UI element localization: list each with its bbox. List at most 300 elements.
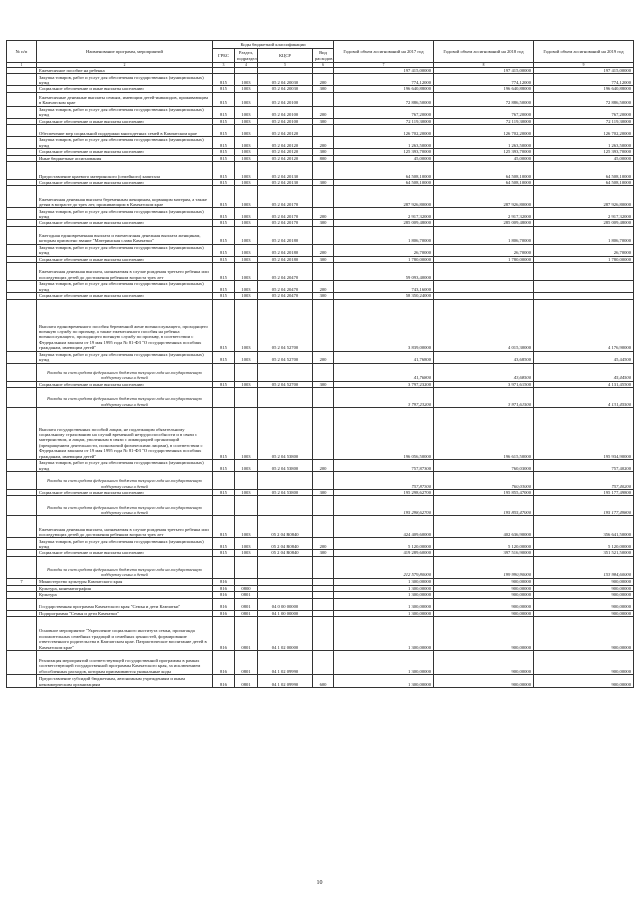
row-value-2017: 1 300,00000 bbox=[334, 578, 434, 585]
row-name: Социальное обеспечение и иные выплаты населению bbox=[37, 256, 213, 262]
row-vr: 200 bbox=[313, 460, 334, 472]
row-grbs: 815 bbox=[213, 516, 235, 538]
row-name: Социальное обеспечение и иные выплаты населению bbox=[37, 180, 213, 186]
row-name: Закупка товаров, работ и услуг для обеспечения государственных (муниципальных) нужд bbox=[37, 281, 213, 293]
row-razdel: 1003 bbox=[235, 125, 258, 137]
row-name: Закупка товаров, работ и услуг для обеспечения государственных (муниципальных) нужд bbox=[37, 460, 213, 472]
row-grbs bbox=[213, 388, 235, 408]
row-grbs bbox=[213, 363, 235, 381]
row-value-2018: 900,00000 bbox=[434, 617, 534, 651]
row-vr: 300 bbox=[313, 149, 334, 155]
row-value-2018: 397 516,90000 bbox=[434, 550, 534, 556]
table-row bbox=[7, 363, 634, 381]
index-cell: 6 bbox=[313, 63, 334, 68]
row-value-2017: 72 119,30000 bbox=[334, 118, 434, 124]
row-name: Закупка товаров, работ и услуг для обеспечения государственных (муниципальных) нужд bbox=[37, 74, 213, 86]
row-vr bbox=[313, 162, 334, 180]
row-value-2019: 45,00000 bbox=[534, 155, 634, 161]
row-value-2017: 72 886,50000 bbox=[334, 92, 434, 106]
row-value-2017: 26,70000 bbox=[334, 244, 434, 256]
row-value-2017: 1 300,00000 bbox=[334, 592, 434, 598]
row-grbs: 815 bbox=[213, 226, 235, 244]
row-vr bbox=[313, 263, 334, 281]
row-value-2018: 64 508,10000 bbox=[434, 162, 534, 180]
row-value-2018: 26,70000 bbox=[434, 244, 534, 256]
row-name: Социальное обеспечение и иные выплаты населению bbox=[37, 550, 213, 556]
row-value-2017: 59 093,40000 bbox=[334, 263, 434, 281]
row-kcsr: 05 2 04 20170 bbox=[258, 220, 313, 226]
index-cell: 4 bbox=[235, 63, 258, 68]
table-row bbox=[7, 538, 634, 550]
row-kcsr: 05 2 04 20470 bbox=[258, 281, 313, 293]
row-name: Ежемесячная денежная выплата, назначаемая в случае рождения третьего ребенка или последующих детей до достижения ребенком возраста трех лет bbox=[37, 516, 213, 538]
row-value-2017: 287 926,80000 bbox=[334, 186, 434, 208]
row-vr bbox=[313, 226, 334, 244]
row-vr: 200 bbox=[313, 74, 334, 86]
header-num: № п/п bbox=[7, 41, 37, 63]
row-name: Социальное обеспечение и иные выплаты населению bbox=[37, 293, 213, 299]
row-value-2018: 402 636,90000 bbox=[434, 516, 534, 538]
row-grbs: 815 bbox=[213, 118, 235, 124]
row-razdel: 0801 bbox=[235, 610, 258, 616]
row-value-2017: 767,20000 bbox=[334, 106, 434, 118]
row-razdel: 1003 bbox=[235, 244, 258, 256]
row-name: Ежемесячная денежная выплата, назначаемая в случае рождения третьего ребенка или последующих детей до достижения ребенком возраста трех лет bbox=[37, 263, 213, 281]
row-grbs: 815 bbox=[213, 281, 235, 293]
row-vr bbox=[313, 578, 334, 585]
row-value-2019: 45,44500 bbox=[534, 351, 634, 363]
row-value-2019 bbox=[534, 263, 634, 281]
row-grbs: 815 bbox=[213, 149, 235, 155]
row-razdel: 1003 bbox=[235, 263, 258, 281]
row-value-2017: 1 300,00000 bbox=[334, 585, 434, 591]
row-kcsr: 05 2 04 20120 bbox=[258, 149, 313, 155]
row-kcsr: 05 2 04 53800 bbox=[258, 408, 313, 460]
row-grbs bbox=[213, 496, 235, 516]
row-value-2019: 4 176,90000 bbox=[534, 299, 634, 351]
row-value-2017: 41,76800 bbox=[334, 351, 434, 363]
row-kcsr: 05 2 04 20180 bbox=[258, 226, 313, 244]
row-value-2019: 196 640,88000 bbox=[534, 86, 634, 92]
row-value-2017: 1 300,00000 bbox=[334, 617, 434, 651]
row-value-2017: 3 797,23200 bbox=[334, 381, 434, 387]
row-vr: 800 bbox=[313, 155, 334, 161]
row-vr bbox=[313, 186, 334, 208]
table-header bbox=[7, 41, 634, 68]
row-number bbox=[7, 226, 37, 244]
row-value-2018: 1 263,50000 bbox=[434, 137, 534, 149]
row-kcsr: 05 2 04 20100 bbox=[258, 106, 313, 118]
row-razdel: 1003 bbox=[235, 220, 258, 226]
row-kcsr: 05 2 04 20030 bbox=[258, 86, 313, 92]
row-value-2017: 1 300,00000 bbox=[334, 651, 434, 675]
row-value-2018: 196 640,88000 bbox=[434, 86, 534, 92]
row-kcsr: 05 2 04 20030 bbox=[258, 74, 313, 86]
table-row bbox=[7, 125, 634, 137]
row-kcsr: 04 0 00 00000 bbox=[258, 598, 313, 610]
row-value-2018: 900,00000 bbox=[434, 610, 534, 616]
row-grbs: 815 bbox=[213, 220, 235, 226]
row-vr: 200 bbox=[313, 106, 334, 118]
row-name: Подпрограмма "Семья и дети Камчатки" bbox=[37, 610, 213, 616]
row-vr: 600 bbox=[313, 675, 334, 688]
row-kcsr: 04 1 00 00000 bbox=[258, 610, 313, 616]
row-value-2019: 1 780,00000 bbox=[534, 256, 634, 262]
row-number bbox=[7, 92, 37, 106]
table-row bbox=[7, 281, 634, 293]
row-value-2018: 126 702,20000 bbox=[434, 125, 534, 137]
row-value-2018 bbox=[434, 281, 534, 293]
row-value-2019: 900,00000 bbox=[534, 578, 634, 585]
row-value-2018: 900,00000 bbox=[434, 592, 534, 598]
row-value-2018: 195 855,47000 bbox=[434, 496, 534, 516]
row-razdel: 1003 bbox=[235, 74, 258, 86]
row-razdel: 0801 bbox=[235, 675, 258, 688]
table-row bbox=[7, 186, 634, 208]
row-value-2017: 64 508,10000 bbox=[334, 162, 434, 180]
row-value-2018: 900,00000 bbox=[434, 675, 534, 688]
row-value-2019: 900,00000 bbox=[534, 651, 634, 675]
row-razdel: 1003 bbox=[235, 149, 258, 155]
row-value-2019: 767,20000 bbox=[534, 106, 634, 118]
row-number bbox=[7, 556, 37, 578]
row-vr: 200 bbox=[313, 351, 334, 363]
row-value-2017: 1 300,00000 bbox=[334, 675, 434, 688]
row-value-2019: 1 263,50000 bbox=[534, 137, 634, 149]
row-value-2019: 72 886,50000 bbox=[534, 92, 634, 106]
row-value-2018: 72 119,30000 bbox=[434, 118, 534, 124]
row-grbs: 816 bbox=[213, 585, 235, 591]
row-razdel: 1003 bbox=[235, 186, 258, 208]
row-value-2019: 195 934,90000 bbox=[534, 408, 634, 460]
row-grbs: 815 bbox=[213, 538, 235, 550]
index-cell: 2 bbox=[37, 63, 213, 68]
row-grbs: 816 bbox=[213, 675, 235, 688]
row-value-2019: 356 641,50000 bbox=[534, 516, 634, 538]
row-kcsr: 05 2 04 R0840 bbox=[258, 538, 313, 550]
row-number bbox=[7, 74, 37, 86]
row-number bbox=[7, 472, 37, 490]
row-value-2018: 195 855,47000 bbox=[434, 490, 534, 496]
row-value-2019 bbox=[534, 281, 634, 293]
row-number: 7 bbox=[7, 578, 37, 585]
row-razdel: 1003 bbox=[235, 180, 258, 186]
row-value-2018: 2 917,32000 bbox=[434, 208, 534, 220]
row-grbs: 815 bbox=[213, 263, 235, 281]
row-grbs: 815 bbox=[213, 299, 235, 351]
row-kcsr bbox=[258, 556, 313, 578]
row-grbs: 815 bbox=[213, 490, 235, 496]
row-value-2018: 285 009,48000 bbox=[434, 220, 534, 226]
row-razdel: 1003 bbox=[235, 256, 258, 262]
row-vr bbox=[313, 408, 334, 460]
header-2017: Годовой объем ассигнований на 2017 год bbox=[334, 41, 434, 63]
row-razdel: 1003 bbox=[235, 381, 258, 387]
row-value-2017: 743,16000 bbox=[334, 281, 434, 293]
table-row bbox=[7, 208, 634, 220]
row-kcsr: 05 2 04 R0840 bbox=[258, 516, 313, 538]
row-name: Расходы за счет средств федерального бюджета текущего года на государственную поддержку семьи и детей bbox=[37, 496, 213, 516]
row-number bbox=[7, 125, 37, 137]
row-razdel: 0801 bbox=[235, 598, 258, 610]
row-name: Закупка товаров, работ и услуг для обеспечения государственных (муниципальных) нужд bbox=[37, 351, 213, 363]
index-cell: 8 bbox=[434, 63, 534, 68]
row-grbs: 816 bbox=[213, 617, 235, 651]
row-number bbox=[7, 675, 37, 688]
row-value-2017: 757,87300 bbox=[334, 460, 434, 472]
table-row bbox=[7, 675, 634, 688]
row-value-2017: 197 415,00000 bbox=[334, 68, 434, 74]
row-grbs: 816 bbox=[213, 610, 235, 616]
row-grbs: 816 bbox=[213, 651, 235, 675]
index-cell: 1 bbox=[7, 63, 37, 68]
row-value-2017: 1 806,70000 bbox=[334, 226, 434, 244]
row-vr: 300 bbox=[313, 550, 334, 556]
row-value-2019: 5 120,00000 bbox=[534, 538, 634, 550]
row-value-2017: 5 120,00000 bbox=[334, 538, 434, 550]
row-value-2017: 774,12000 bbox=[334, 74, 434, 86]
row-razdel: 0801 bbox=[235, 592, 258, 598]
row-vr: 200 bbox=[313, 538, 334, 550]
row-grbs: 815 bbox=[213, 244, 235, 256]
row-value-2018: 125 393,70000 bbox=[434, 149, 534, 155]
row-kcsr bbox=[258, 472, 313, 490]
row-name: Реализация мероприятий соответствующей государственной программы в рамках соответствующей государственной программы Камчатского края, за исключением обособленных расходов, которым присваиваются уникальные коды bbox=[37, 651, 213, 675]
row-grbs bbox=[213, 472, 235, 490]
table-row bbox=[7, 92, 634, 106]
row-kcsr: 04 1 02 09990 bbox=[258, 651, 313, 675]
row-value-2019: 153 984,60000 bbox=[534, 556, 634, 578]
row-razdel: 1003 bbox=[235, 162, 258, 180]
table-row bbox=[7, 496, 634, 516]
row-vr bbox=[313, 125, 334, 137]
row-number bbox=[7, 106, 37, 118]
row-kcsr bbox=[258, 363, 313, 381]
row-kcsr: 05 2 04 20170 bbox=[258, 208, 313, 220]
row-razdel: 1003 bbox=[235, 137, 258, 149]
row-value-2017: 196 056,50000 bbox=[334, 408, 434, 460]
budget-table bbox=[6, 40, 634, 688]
row-value-2019: 900,00000 bbox=[534, 610, 634, 616]
row-value-2018: 197 415,00000 bbox=[434, 68, 534, 74]
row-value-2018: 43,68500 bbox=[434, 363, 534, 381]
header-name: Наименование программ, мероприятий bbox=[37, 41, 213, 63]
row-number bbox=[7, 351, 37, 363]
row-grbs: 815 bbox=[213, 550, 235, 556]
row-vr: 200 bbox=[313, 208, 334, 220]
row-value-2019: 757,40200 bbox=[534, 460, 634, 472]
row-value-2018: 900,00000 bbox=[434, 578, 534, 585]
row-value-2017: 285 009,48000 bbox=[334, 220, 434, 226]
row-vr: 300 bbox=[313, 118, 334, 124]
row-kcsr: 04 1 02 09990 bbox=[258, 675, 313, 688]
row-vr: 300 bbox=[313, 220, 334, 226]
row-value-2019: 287 926,80000 bbox=[534, 186, 634, 208]
row-razdel bbox=[235, 578, 258, 585]
row-grbs: 815 bbox=[213, 155, 235, 161]
row-value-2018: 4 015,30000 bbox=[434, 299, 534, 351]
row-value-2019: 45,44500 bbox=[534, 363, 634, 381]
row-value-2017: 195 298,62700 bbox=[334, 496, 434, 516]
row-value-2019: 64 508,10000 bbox=[534, 162, 634, 180]
row-number bbox=[7, 538, 37, 550]
row-grbs: 815 bbox=[213, 125, 235, 137]
row-value-2017: 45,00000 bbox=[334, 155, 434, 161]
row-value-2017: 1 300,00000 bbox=[334, 610, 434, 616]
row-value-2017: 1 300,00000 bbox=[334, 598, 434, 610]
row-razdel bbox=[235, 363, 258, 381]
header-2019: Годовой объем ассигнований на 2019 год bbox=[534, 41, 634, 63]
row-number bbox=[7, 516, 37, 538]
row-number bbox=[7, 460, 37, 472]
row-value-2019: 195 177,49800 bbox=[534, 496, 634, 516]
row-number bbox=[7, 617, 37, 651]
row-value-2019: 285 009,48000 bbox=[534, 220, 634, 226]
row-value-2017: 126 702,20000 bbox=[334, 125, 434, 137]
row-razdel: 1003 bbox=[235, 460, 258, 472]
table-row bbox=[7, 351, 634, 363]
header-codes: Коды бюджетной классификации bbox=[213, 41, 334, 49]
row-value-2018: 199 990,90000 bbox=[434, 556, 534, 578]
index-cell: 3 bbox=[213, 63, 235, 68]
table-row bbox=[7, 460, 634, 472]
row-vr: 300 bbox=[313, 381, 334, 387]
row-number bbox=[7, 388, 37, 408]
row-value-2018: 1 806,70000 bbox=[434, 226, 534, 244]
row-kcsr: 05 2 04 20470 bbox=[258, 293, 313, 299]
row-number bbox=[7, 162, 37, 180]
row-name: Закупка товаров, работ и услуг для обеспечения государственных (муниципальных) нужд bbox=[37, 244, 213, 256]
row-name: Расходы за счет средств федерального бюджета текущего года на государственную поддержку семьи и детей bbox=[37, 388, 213, 408]
row-kcsr: 05 2 04 20100 bbox=[258, 92, 313, 106]
row-value-2018 bbox=[434, 263, 534, 281]
row-kcsr: 05 2 04 53800 bbox=[258, 490, 313, 496]
row-value-2018: 196 615,50000 bbox=[434, 408, 534, 460]
row-vr bbox=[313, 598, 334, 610]
row-grbs: 815 bbox=[213, 180, 235, 186]
page-number: 10 bbox=[316, 880, 323, 886]
row-vr bbox=[313, 363, 334, 381]
row-value-2019: 72 119,30000 bbox=[534, 118, 634, 124]
row-value-2018: 5 120,00000 bbox=[434, 538, 534, 550]
row-razdel: 1003 bbox=[235, 281, 258, 293]
row-name: Основное мероприятие "Укрепление социального института семьи, пропаганда положительных семейных традиций и семейных ценностей, формирование ответственного родительства в Камчатском крае. Патриотическое воспитание детей в Камчатском крае" bbox=[37, 617, 213, 651]
row-value-2019: 195 177,49800 bbox=[534, 490, 634, 496]
row-name: Социальное обеспечение и иные выплаты населению bbox=[37, 149, 213, 155]
row-value-2019: 1 806,70000 bbox=[534, 226, 634, 244]
row-value-2017: 125 393,70000 bbox=[334, 149, 434, 155]
row-razdel bbox=[235, 556, 258, 578]
row-value-2019: 900,00000 bbox=[534, 598, 634, 610]
row-name: Социальное обеспечение и иные выплаты населению bbox=[37, 381, 213, 387]
row-value-2017: 3 839,00000 bbox=[334, 299, 434, 351]
row-razdel: 0800 bbox=[235, 585, 258, 591]
row-value-2017: 58 350,24000 bbox=[334, 293, 434, 299]
row-vr: 200 bbox=[313, 244, 334, 256]
table-row bbox=[7, 578, 634, 585]
row-value-2018: 45,00000 bbox=[434, 155, 534, 161]
row-grbs: 815 bbox=[213, 137, 235, 149]
row-number bbox=[7, 651, 37, 675]
row-razdel: 1003 bbox=[235, 106, 258, 118]
row-vr bbox=[313, 472, 334, 490]
row-razdel: 1003 bbox=[235, 208, 258, 220]
row-razdel: 1003 bbox=[235, 408, 258, 460]
row-name: Культура, кинематография bbox=[37, 585, 213, 591]
table-row bbox=[7, 137, 634, 149]
row-kcsr: 05 2 04 20130 bbox=[258, 162, 313, 180]
row-razdel: 1003 bbox=[235, 299, 258, 351]
row-number bbox=[7, 186, 37, 208]
row-value-2018: 1 780,00000 bbox=[434, 256, 534, 262]
row-name: Ежемесячные денежные выплаты семьям, имеющим детей-инвалидов, проживающим в Камчатском крае bbox=[37, 92, 213, 106]
row-name: Предоставление краевого материнского (семейного) капитала bbox=[37, 162, 213, 180]
row-razdel: 1003 bbox=[235, 118, 258, 124]
row-value-2018: 287 926,80000 bbox=[434, 186, 534, 208]
row-razdel: 1003 bbox=[235, 92, 258, 106]
row-value-2019: 197 415,00000 bbox=[534, 68, 634, 74]
row-kcsr: 05 2 04 20470 bbox=[258, 263, 313, 281]
index-cell: 5 bbox=[258, 63, 313, 68]
row-kcsr: 05 2 04 20130 bbox=[258, 180, 313, 186]
row-grbs bbox=[213, 556, 235, 578]
row-name: Социальное обеспечение и иные выплаты населению bbox=[37, 220, 213, 226]
row-vr bbox=[313, 556, 334, 578]
row-value-2018: 760,03000 bbox=[434, 472, 534, 490]
row-value-2019: 4 131,45500 bbox=[534, 388, 634, 408]
row-number bbox=[7, 363, 37, 381]
row-vr bbox=[313, 651, 334, 675]
row-vr: 300 bbox=[313, 490, 334, 496]
row-value-2019: 2 917,32000 bbox=[534, 208, 634, 220]
table-row bbox=[7, 472, 634, 490]
row-kcsr: 05 2 04 R0840 bbox=[258, 550, 313, 556]
row-kcsr bbox=[258, 388, 313, 408]
row-value-2019: 900,00000 bbox=[534, 617, 634, 651]
row-name: Предоставление субсидий бюджетным, автономным учреждениям и иным некоммерческим организациям bbox=[37, 675, 213, 688]
row-value-2018: 64 508,10000 bbox=[434, 180, 534, 186]
row-name: Министерство культуры Камчатского края bbox=[37, 578, 213, 585]
row-number bbox=[7, 598, 37, 610]
row-name: Государственная программа Камчатского края "Семья и дети Камчатки" bbox=[37, 598, 213, 610]
row-kcsr: 05 2 04 20180 bbox=[258, 244, 313, 256]
row-name: Иные бюджетные ассигнования bbox=[37, 155, 213, 161]
row-value-2017: 195 298,62700 bbox=[334, 490, 434, 496]
row-kcsr: 05 2 04 20100 bbox=[258, 118, 313, 124]
row-number bbox=[7, 137, 37, 149]
row-number bbox=[7, 408, 37, 460]
row-grbs: 815 bbox=[213, 106, 235, 118]
row-kcsr bbox=[258, 496, 313, 516]
row-value-2018: 760,03000 bbox=[434, 460, 534, 472]
row-value-2018: 3 971,61500 bbox=[434, 388, 534, 408]
table-row bbox=[7, 388, 634, 408]
row-vr bbox=[313, 617, 334, 651]
row-kcsr: 05 2 04 20180 bbox=[258, 256, 313, 262]
row-value-2019: 774,12000 bbox=[534, 74, 634, 86]
row-kcsr: 04 1 02 00000 bbox=[258, 617, 313, 651]
table-row bbox=[7, 651, 634, 675]
header-grbs: ГРБС bbox=[213, 49, 235, 63]
table-row bbox=[7, 598, 634, 610]
row-vr: 300 bbox=[313, 256, 334, 262]
row-name: Расходы за счет средств федерального бюджета текущего года на государственную поддержку семьи и детей bbox=[37, 556, 213, 578]
row-razdel: 1003 bbox=[235, 516, 258, 538]
row-razdel bbox=[235, 496, 258, 516]
row-grbs: 816 bbox=[213, 578, 235, 585]
row-number bbox=[7, 496, 37, 516]
row-value-2019: 351 521,50000 bbox=[534, 550, 634, 556]
